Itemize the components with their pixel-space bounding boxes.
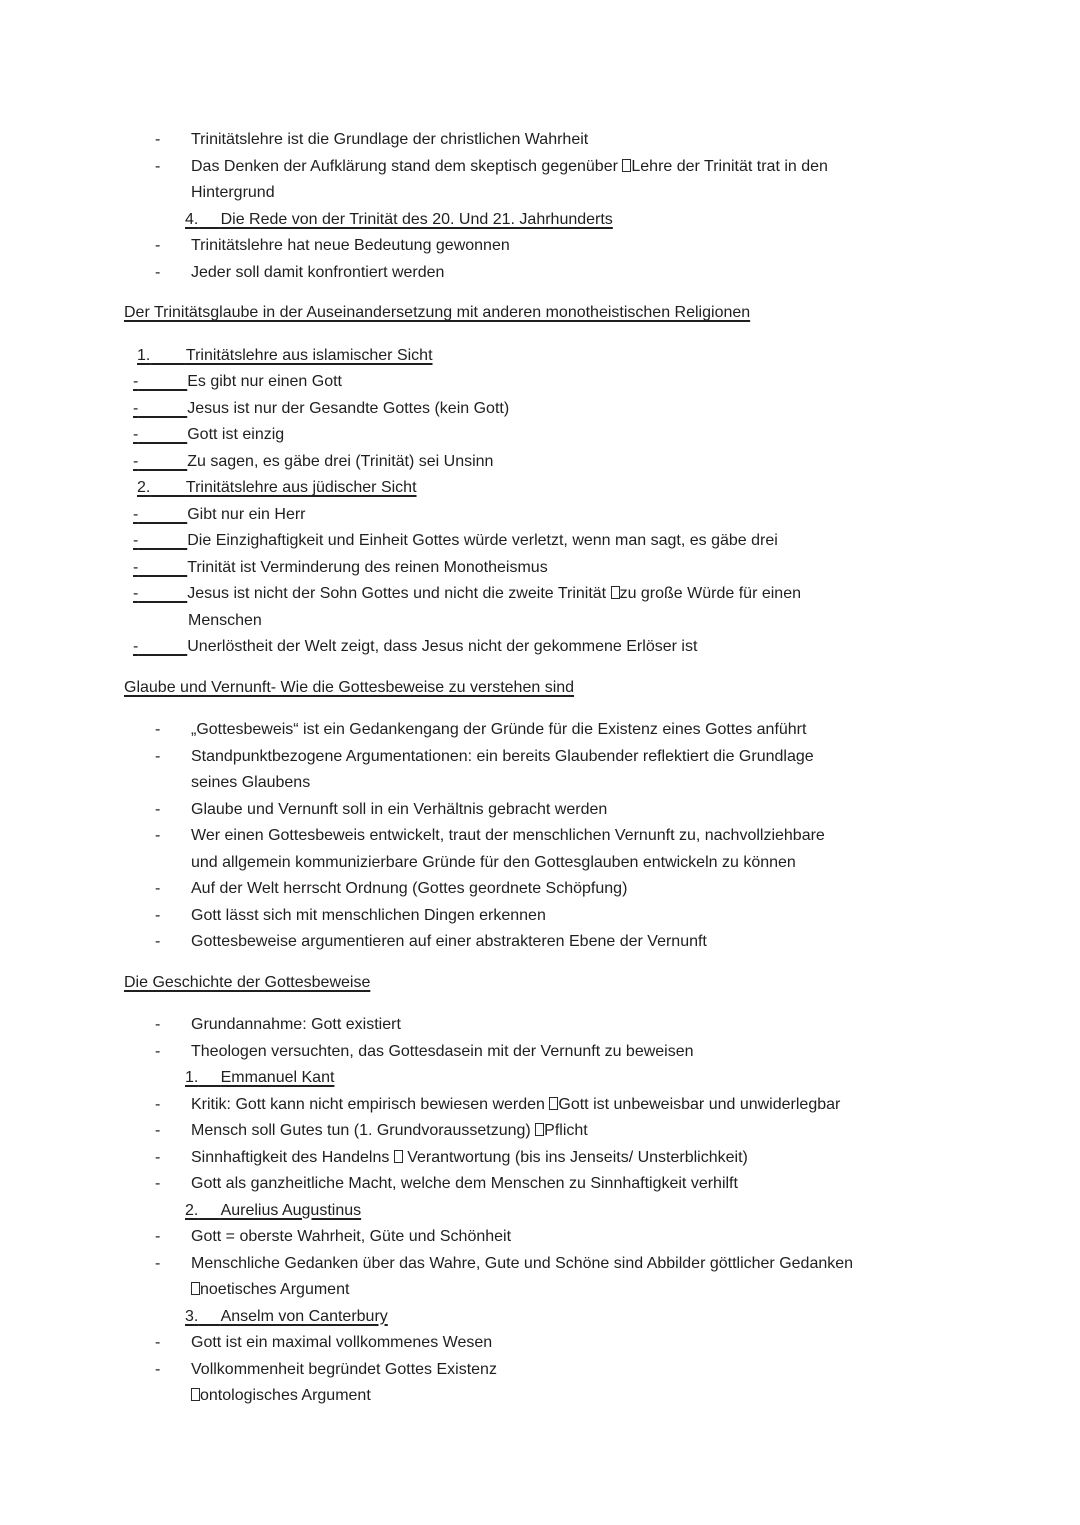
bullet-item bbox=[124, 823, 956, 876]
dash-marker: - bbox=[133, 505, 139, 523]
missing-glyph-box-icon bbox=[622, 159, 631, 172]
underlined-numbered-text bbox=[185, 1308, 388, 1325]
text-line: Anselm von Canterbury bbox=[220, 1307, 388, 1325]
text-line: Zu sagen, es gäbe drei (Trinität) sei Unsinn bbox=[187, 452, 494, 470]
tab-gap bbox=[138, 373, 187, 390]
underlined-dash-leader bbox=[133, 585, 187, 602]
underlined-numbered-text bbox=[185, 1202, 361, 1219]
tab-gap bbox=[138, 426, 187, 443]
text-line: Theologen versuchten, das Gottesdasein mit der Vernunft zu beweisen bbox=[191, 1042, 694, 1060]
numbered-subheading bbox=[137, 475, 956, 502]
bullet-item bbox=[124, 717, 956, 744]
text-line: Gott ist ein maximal vollkommenes Wesen bbox=[191, 1334, 493, 1351]
bullet-item bbox=[124, 1145, 956, 1172]
text-line: Trinitätslehre hat neue Bedeutung gewonnen bbox=[191, 237, 510, 254]
text-line: Kritik: Gott kann nicht empirisch bewiesen werden Gott ist unbeweisbar und unwiderlegbar bbox=[191, 1095, 841, 1113]
underlined-numbered-text bbox=[185, 1069, 334, 1086]
tab-gap bbox=[138, 506, 187, 523]
bullet-item bbox=[124, 929, 956, 956]
text-line: Trinität ist Verminderung des reinen Monotheismus bbox=[187, 558, 548, 576]
item-number: 2. bbox=[137, 479, 151, 496]
tab-gap bbox=[150, 479, 186, 496]
text-line: Aurelius Augustinus bbox=[220, 1201, 362, 1219]
tab-gap bbox=[138, 559, 187, 576]
underlined-dash-leader bbox=[133, 426, 187, 443]
dash-item bbox=[124, 528, 956, 555]
numbered-subheading bbox=[185, 1304, 956, 1331]
dash-item bbox=[124, 369, 956, 396]
underlined-dash-leader bbox=[133, 400, 187, 417]
text-line: Die Einzighaftigkeit und Einheit Gottes würde verletzt, wenn man sagt, es gäbe drei bbox=[187, 532, 778, 549]
bullet-item bbox=[124, 903, 956, 930]
bullet-item bbox=[124, 1357, 956, 1384]
text-line: Unerlöstheit der Welt zeigt, dass Jesus nicht der gekommene Erlöser ist bbox=[187, 638, 698, 655]
numbered-subheading bbox=[185, 1065, 956, 1092]
dash-item bbox=[124, 555, 956, 582]
bullet-item bbox=[124, 876, 956, 903]
tab-gap bbox=[138, 585, 187, 602]
dash-bullet: - bbox=[155, 933, 161, 950]
text-line: Gibt nur ein Herr bbox=[187, 505, 306, 523]
underlined-dash-leader bbox=[133, 373, 187, 390]
text-line: Wer einen Gottesbeweis entwickelt, traut der menschlichen Vernunft zu, nachvollziehbare bbox=[191, 827, 825, 844]
dash-marker: - bbox=[133, 373, 139, 390]
missing-glyph-box-icon bbox=[535, 1123, 544, 1136]
bullet-item bbox=[124, 1092, 956, 1119]
item-number: 3. bbox=[185, 1307, 199, 1325]
text-line: Sinnhaftigkeit des Handelns Verantwortung (bis ins Jenseits/ Unsterblichkeit) bbox=[191, 1148, 748, 1166]
tab-gap bbox=[138, 638, 187, 655]
text-line: Trinitätslehre ist die Grundlage der christlichen Wahrheit bbox=[191, 131, 589, 148]
missing-glyph-box-icon bbox=[394, 1150, 403, 1163]
dash-bullet: - bbox=[155, 880, 161, 897]
plain-line bbox=[124, 1383, 956, 1410]
dash-bullet: - bbox=[155, 1334, 161, 1351]
bullet-item bbox=[124, 797, 956, 824]
numbered-subheading bbox=[137, 343, 956, 370]
item-number: 1. bbox=[137, 346, 151, 364]
dash-bullet: - bbox=[155, 1148, 161, 1166]
underlined-dash-leader bbox=[133, 506, 187, 523]
underlined-dash-leader bbox=[133, 638, 187, 655]
bullet-item bbox=[124, 1251, 956, 1278]
section-heading: Der Trinitätsglaube in der Auseinandersetzung mit anderen monotheistischen Religionen bbox=[124, 304, 751, 321]
item-number: 4. bbox=[185, 210, 199, 228]
document-content bbox=[124, 127, 956, 1410]
text-line: noetisches Argument bbox=[191, 1281, 349, 1298]
tab-gap bbox=[198, 1308, 220, 1325]
section-heading: Die Geschichte der Gottesbeweise bbox=[124, 973, 371, 991]
text-line: Menschliche Gedanken über das Wahre, Gute und Schöne sind Abbilder göttlicher Gedanken bbox=[191, 1254, 854, 1272]
text-line: Das Denken der Aufklärung stand dem skeptisch gegenüber Lehre der Trinität trat in den bbox=[191, 157, 828, 175]
tab-gap bbox=[198, 1202, 220, 1219]
missing-glyph-box-icon bbox=[191, 1388, 200, 1401]
text-line: Gott als ganzheitliche Macht, welche dem Menschen zu Sinnhaftigkeit verhilft bbox=[191, 1175, 738, 1192]
item-number: 2. bbox=[185, 1201, 199, 1219]
tab-gap bbox=[138, 532, 187, 549]
dash-bullet: - bbox=[155, 1095, 161, 1113]
missing-glyph-box-icon bbox=[191, 1282, 200, 1295]
dash-bullet: - bbox=[155, 131, 161, 148]
text-line: Jeder soll damit konfrontiert werden bbox=[191, 263, 445, 281]
plain-line bbox=[124, 1277, 956, 1304]
dash-bullet: - bbox=[155, 1228, 161, 1245]
dash-marker: - bbox=[133, 532, 139, 549]
bullet-item bbox=[124, 154, 956, 207]
text-line: „Gottesbeweis“ ist ein Gedankengang der Gründe für die Existenz eines Gottes anführt bbox=[191, 721, 807, 738]
missing-glyph-box-icon bbox=[549, 1097, 558, 1110]
dash-bullet: - bbox=[155, 237, 161, 254]
dash-bullet: - bbox=[155, 1042, 161, 1060]
tab-gap bbox=[198, 1069, 220, 1086]
text-line: Gott = oberste Wahrheit, Güte und Schönheit bbox=[191, 1228, 512, 1245]
text-line: Mensch soll Gutes tun (1. Grundvoraussetzung) Pflicht bbox=[191, 1122, 588, 1139]
tab-gap bbox=[198, 211, 220, 228]
text-line: Glaube und Vernunft soll in ein Verhältnis gebracht werden bbox=[191, 800, 608, 818]
text-line: Hintergrund bbox=[191, 184, 275, 201]
dash-bullet: - bbox=[155, 263, 161, 281]
dash-marker: - bbox=[133, 426, 139, 443]
underlined-dash-leader bbox=[133, 453, 187, 470]
text-line: Jesus ist nicht der Sohn Gottes und nicht die zweite Trinität zu große Würde für einen bbox=[187, 585, 801, 602]
dash-bullet: - bbox=[155, 157, 161, 175]
numbered-subheading bbox=[185, 207, 956, 234]
text-line: Vollkommenheit begründet Gottes Existenz bbox=[191, 1360, 497, 1378]
numbered-subheading bbox=[185, 1198, 956, 1225]
text-line: seines Glaubens bbox=[191, 774, 311, 791]
dash-marker: - bbox=[133, 452, 139, 470]
dash-bullet: - bbox=[155, 1254, 161, 1272]
dash-bullet: - bbox=[155, 906, 161, 924]
dash-bullet: - bbox=[155, 827, 161, 844]
underlined-numbered-text bbox=[137, 347, 433, 364]
item-number: 1. bbox=[185, 1069, 199, 1086]
dash-item bbox=[124, 634, 956, 661]
dash-bullet: - bbox=[155, 800, 161, 818]
text-line: Trinitätslehre aus islamischer Sicht bbox=[185, 346, 433, 364]
bullet-item bbox=[124, 1039, 956, 1066]
dash-bullet: - bbox=[155, 1016, 161, 1033]
tab-gap bbox=[138, 400, 187, 417]
tab-gap bbox=[138, 453, 187, 470]
underlined-numbered-text bbox=[185, 211, 613, 228]
underlined-numbered-text bbox=[137, 479, 417, 496]
missing-glyph-box-icon bbox=[611, 586, 620, 599]
bullet-item bbox=[124, 127, 956, 154]
text-line: Jesus ist nur der Gesandte Gottes (kein Gott) bbox=[187, 399, 510, 417]
dash-item bbox=[124, 396, 956, 423]
text-line: Gottesbeweise argumentieren auf einer abstrakteren Ebene der Vernunft bbox=[191, 933, 707, 950]
dash-item bbox=[124, 422, 956, 449]
bullet-item bbox=[124, 233, 956, 260]
dash-item bbox=[124, 449, 956, 476]
bullet-item bbox=[124, 744, 956, 797]
text-line: Es gibt nur einen Gott bbox=[187, 373, 342, 390]
text-line: Grundannahme: Gott existiert bbox=[191, 1016, 401, 1033]
text-line: Menschen bbox=[188, 611, 262, 629]
dash-marker: - bbox=[133, 585, 139, 602]
bullet-item bbox=[124, 260, 956, 287]
underlined-dash-leader bbox=[133, 532, 187, 549]
dash-bullet: - bbox=[155, 1122, 161, 1139]
text-line: Die Rede von der Trinität des 20. Und 21. Jahrhunderts bbox=[220, 210, 613, 228]
text-line: und allgemein kommunizierbare Gründe für den Gottesglauben entwickeln zu können bbox=[191, 853, 796, 871]
dash-bullet: - bbox=[155, 747, 161, 765]
text-line: ontologisches Argument bbox=[191, 1387, 371, 1404]
bullet-item bbox=[124, 1224, 956, 1251]
tab-gap bbox=[150, 347, 186, 364]
dash-item bbox=[124, 502, 956, 529]
text-line: Standpunktbezogene Argumentationen: ein bereits Glaubender reflektiert die Grundlage bbox=[191, 747, 814, 765]
dash-marker: - bbox=[133, 399, 139, 417]
text-line: Gott ist einzig bbox=[187, 426, 285, 443]
bullet-item bbox=[124, 1330, 956, 1357]
bullet-item bbox=[124, 1118, 956, 1145]
bullet-item bbox=[124, 1012, 956, 1039]
dash-item bbox=[124, 581, 956, 634]
underlined-dash-leader bbox=[133, 559, 187, 576]
dash-bullet: - bbox=[155, 721, 161, 738]
text-line: Trinitätslehre aus jüdischer Sicht bbox=[185, 479, 417, 496]
text-line: Auf der Welt herrscht Ordnung (Gottes geordnete Schöpfung) bbox=[191, 880, 628, 897]
dash-marker: - bbox=[133, 638, 139, 655]
dash-bullet: - bbox=[155, 1360, 161, 1378]
section-heading: Glaube und Vernunft- Wie die Gottesbeweise zu verstehen sind bbox=[124, 678, 575, 696]
text-line: Emmanuel Kant bbox=[220, 1069, 335, 1086]
text-line: Gott lässt sich mit menschlichen Dingen erkennen bbox=[191, 906, 546, 924]
dash-bullet: - bbox=[155, 1175, 161, 1192]
dash-marker: - bbox=[133, 558, 139, 576]
bullet-item bbox=[124, 1171, 956, 1198]
